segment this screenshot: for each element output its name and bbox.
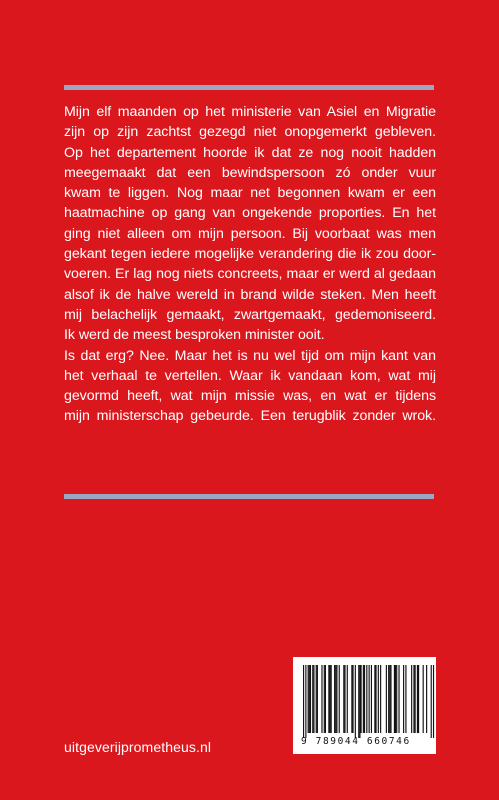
barcode-bar: [308, 665, 309, 733]
blurb-line: Op het departement hoorde ik dat ze nog nooit hadden: [64, 144, 436, 161]
isbn-digits: 9 789044 660746: [301, 736, 411, 747]
barcode-bar: [344, 665, 345, 733]
barcode-bar: [417, 665, 418, 733]
barcode-bar: [394, 665, 395, 733]
isbn-barcode: [293, 657, 436, 754]
blurb-line: voeren. Er lag nog niets concreets, maar er werd al gedaan: [64, 266, 436, 283]
barcode-bar: [336, 665, 337, 733]
barcode-bar: [317, 665, 318, 733]
barcode-bar: [310, 665, 311, 733]
barcode-bar: [415, 665, 416, 733]
barcode-bar: [371, 665, 372, 733]
barcode-bar: [426, 665, 427, 733]
barcode-bar: [431, 665, 432, 738]
barcode-bar: [413, 665, 414, 733]
barcode-bar: [359, 665, 360, 738]
barcode-bar: [303, 665, 304, 738]
blurb-line: kwam te liggen. Nog maar net begonnen kwam er een: [64, 185, 436, 202]
blurb-line: Mijn elf maanden op het ministerie van Asiel en Migratie: [64, 104, 436, 120]
barcode-bar: [351, 665, 352, 733]
barcode-bar: [309, 665, 310, 733]
blurb-line: alsof ik de halve wereld in brand wilde steken. Men heeft: [64, 286, 436, 303]
barcode-bar: [347, 665, 348, 733]
publisher-url: uitgeverijprometheus.nl: [64, 739, 212, 755]
barcode-bar: [339, 665, 340, 733]
barcode-bar: [355, 665, 356, 738]
barcode-bar: [395, 665, 396, 733]
barcode-bar: [389, 665, 390, 733]
barcode-bar: [324, 665, 325, 733]
barcode-bar: [433, 665, 434, 738]
top-divider: [64, 85, 434, 90]
barcode-bar: [331, 665, 332, 733]
blurb-line: zijn op zijn zachtst gezegd niet onopgemerkt gebleven.: [64, 124, 436, 141]
barcode-bar: [366, 665, 367, 733]
blurb-line: Ik werd de meest besproken minister ooit.: [64, 327, 325, 344]
barcode-bar: [321, 665, 322, 733]
barcode-bar: [316, 665, 317, 733]
barcode-bar: [328, 665, 329, 733]
bottom-divider: [64, 494, 434, 499]
barcode-bar: [361, 665, 362, 733]
barcode-bar: [378, 665, 379, 733]
blurb-line: Is dat erg? Nee. Maar het is nu wel tijd om mijn kant van: [64, 347, 436, 364]
blurb-line: het verhaal te vertellen. Waar ik vandaan kom, wat mij: [64, 367, 436, 384]
barcode-bar: [358, 665, 359, 738]
barcode-bar: [312, 665, 313, 733]
barcode-bar: [329, 665, 330, 733]
barcode-bar: [305, 665, 306, 738]
barcode-bar: [380, 665, 381, 733]
barcode-bar: [403, 665, 404, 733]
barcode-bar: [390, 665, 391, 733]
barcode-bar: [411, 665, 412, 733]
blurb-line: gekant tegen iedere mogelijke verandering die ik zou door-: [64, 246, 436, 263]
barcode-bar: [418, 665, 419, 733]
blurb-line: meegemaakt dat een bewindspersoon zó onder vuur: [64, 164, 436, 181]
barcode-bar: [335, 665, 336, 733]
barcode-bar: [375, 665, 376, 733]
barcode-bar: [325, 665, 326, 733]
barcode-bar: [313, 665, 314, 733]
barcode-bar: [374, 665, 375, 733]
barcode-bar: [352, 665, 353, 733]
barcode-bar: [405, 665, 406, 733]
blurb-line: ging niet alleen om mijn persoon. Bij voorbaat was men: [64, 225, 436, 242]
barcode-bar: [343, 665, 344, 733]
blurb-line: haatmachine op gang van ongekende proporties. En het: [64, 205, 436, 222]
barcode-bar: [388, 665, 389, 733]
blurb-line: mij belachelijk gemaakt, zwartgemaakt, gedemoniseerd.: [64, 306, 436, 323]
barcode-bar: [334, 665, 335, 733]
barcode-bar: [386, 665, 387, 733]
barcode-bar: [363, 665, 364, 733]
barcode-bar: [364, 665, 365, 733]
barcode-bar: [369, 665, 370, 733]
blurb-line: mijn ministerschap gebeurde. Een terugblik zonder wrok.: [64, 408, 436, 425]
blurb-text: [64, 102, 436, 427]
barcode-bar: [423, 665, 424, 733]
barcode-bar: [396, 665, 397, 733]
barcode-bar: [398, 665, 399, 733]
blurb-line: gevormd heeft, wat mijn missie was, en wat er tijdens: [64, 388, 436, 405]
